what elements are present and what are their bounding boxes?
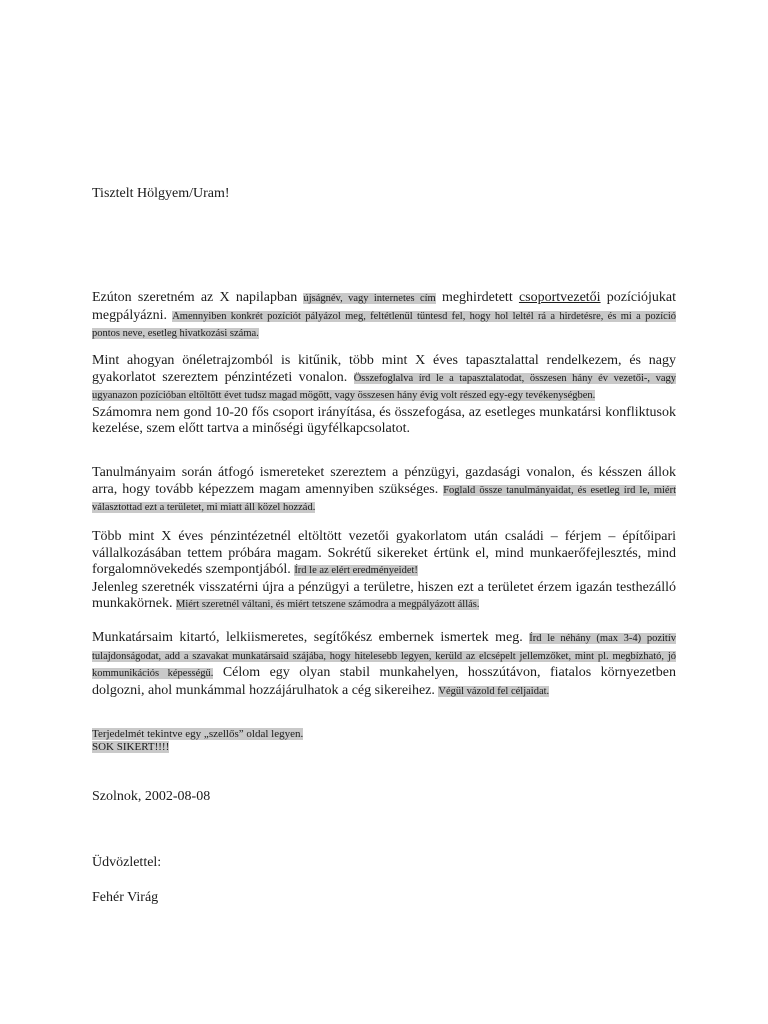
p1-text-c: pozíciójukat megpályázni.	[92, 290, 676, 323]
p4-text-a: Több mint X éves pénzintézetnél eltöltött vezetői gyakorlatom után családi – férjem – építőipari vállalkozásában tettem próbára magam. Sokrétű sikereket értünk el, mind munkaerőfejlesztés, mind forgalomnövekedés szempontjából.	[92, 529, 676, 577]
p5-text-a: Munkatársaim kitartó, lelkiismeretes, segítőkész embernek ismertek meg.	[92, 630, 530, 645]
p4-hint-motivation: Miért szeretnél váltani, és miért tetszene számodra a megpályázott állás.	[175, 599, 480, 610]
p2-hint-experience: Összefoglalva írd le a tapasztalatodat, összesen hány év vezetői-, vagy ugyanazon pozícióban eltöltött évet tudsz magad mögött, vagy összesen hány évig volt részed egy-egy tevékenységben.	[92, 372, 676, 401]
p3-hint-studies: Foglald össze tanulmányaidat, és esetleg írd le, miért választottad ezt a területet, mi miatt áll közel hozzád.	[92, 484, 676, 513]
paragraph-application	[92, 290, 676, 343]
p5-text-b: Célom egy olyan stabil munkahelyen, hosszútávon, fiatalos környezetben dolgozni, ahol munkámmal hozzájárulhatok a cég sikereihez.	[92, 665, 676, 698]
signature: Fehér Virág	[92, 890, 159, 905]
position-link[interactable]: csoportvezetői	[518, 290, 601, 305]
closing: Üdvözlettel:	[92, 855, 162, 870]
p2-text-b: Számomra nem gond 10-20 fős csoport irányítása, és összefogása, az esetleges munkatársi konfliktusok kezelése, szem előtt tartva a minőségi ügyfélkapcsolatot.	[92, 404, 676, 436]
paragraph-traits	[92, 630, 676, 700]
p4-hint-results: Írd le az elért eredményeidet!	[294, 565, 418, 576]
p1-text-a: Ezúton szeretném az X napilapban	[92, 290, 304, 305]
p2-text-a: Mint ahogyan önéletrajzomból is kitűnik, több mint X éves tapasztalattal rendelkezem, és nagy gyakorlatot szereztem pénzintézeti vonalon.	[92, 353, 676, 385]
salutation: Tisztelt Hölgyem/Uram!	[92, 186, 230, 201]
note-length: Terjedelmét tekintve egy „szellős” oldal legyen.	[92, 728, 304, 740]
note-good-luck: SOK SIKERT!!!!	[92, 740, 170, 753]
p4-text-b: Jelenleg szeretnék visszatérni újra a pénzügyi a területre, hiszen ezt a területet érzem igazán testhezálló munkakörnek.	[92, 579, 676, 611]
paragraph-career	[92, 529, 676, 614]
paragraph-studies	[92, 465, 676, 517]
p5-hint-traits: Írd le néhány (max 3-4) pozitív tulajdonságodat, add a szavakat munkatársaid szájába, hogy hitelesebb legyen, kerüld az elcsépelt jellemzőket, mint pl. megbízható, jó kommunikációs képességű.	[92, 633, 676, 679]
footnote-block	[92, 728, 676, 753]
p3-text-a: Tanulmányaim során átfogó ismereteket szereztem a pénzügyi, gazdasági vonalon, és késszen állok arra, hogy tovább képezzem magam amennyiben szükséges.	[92, 465, 676, 497]
place-date: Szolnok, 2002-08-08	[92, 789, 211, 804]
paragraph-experience	[92, 353, 676, 438]
p1-hint-source: újságnév, vagy internetes cím	[303, 293, 436, 304]
p1-text-b: meghirdetett	[435, 290, 519, 305]
p5-hint-goals: Végül vázold fel céljaidat.	[438, 685, 550, 697]
p1-hint-position: Amennyiben konkrét pozíciót pályázol meg, feltétlenül tüntesd fel, hogy hol leltél rá a hirdetésre, és mi a pozíció pontos neve, esetleg hivatkozási száma.	[92, 310, 676, 339]
